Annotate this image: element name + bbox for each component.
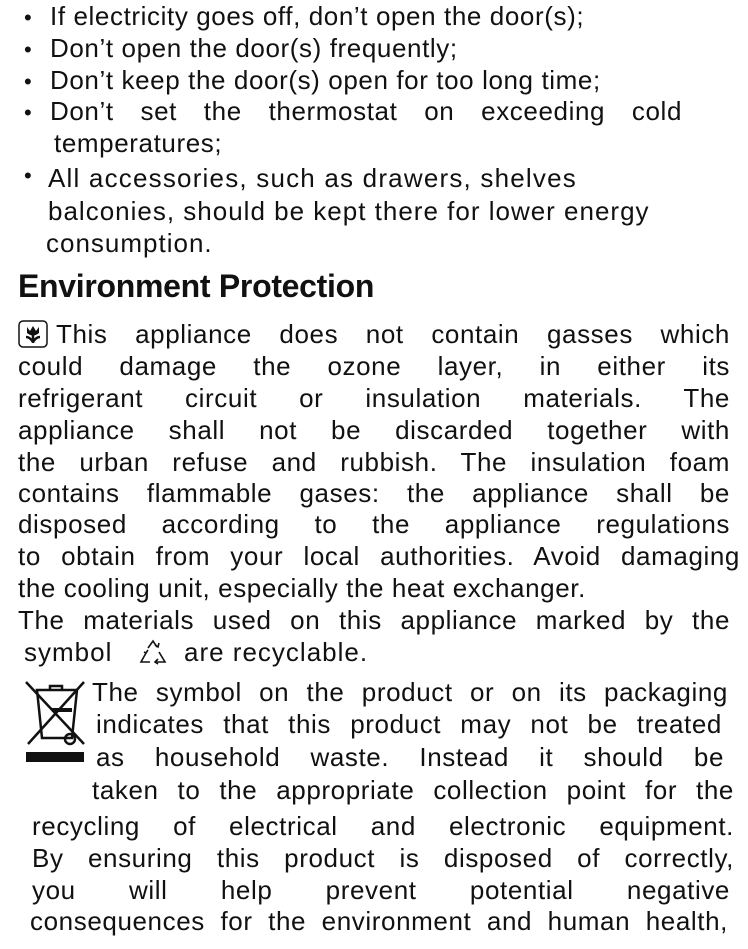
weee-line: taken to the appropriate collection point for the — [92, 775, 734, 805]
para-line: to obtain from your local authorities. Avoid damaging — [18, 541, 740, 571]
tip-5: All accessories, such as drawers, shelves — [48, 163, 577, 193]
para-line: symbol — [24, 637, 113, 667]
bullet: • — [24, 69, 32, 94]
weee-line: as household waste. Instead it should be — [96, 742, 724, 772]
weee-line: consequences for the environment and human health, — [30, 906, 728, 936]
para-line: appliance shall not be discarded together with — [18, 415, 730, 445]
para-line: This appliance does not contain gasses which — [56, 319, 730, 349]
recycle-icon — [136, 638, 170, 668]
para-line: are recyclable. — [184, 637, 369, 667]
eco-flower-icon — [18, 320, 48, 348]
weee-line: By ensuring this product is disposed of correctly, — [32, 843, 734, 873]
para-line: the cooling unit, especially the heat exchanger. — [18, 573, 586, 603]
weee-line: recycling of electrical and electronic equipment. — [32, 811, 734, 841]
crossed-bin-icon — [22, 678, 88, 764]
bullet: • — [24, 163, 32, 188]
tip-1: If electricity goes off, don’t open the door(s); — [50, 1, 585, 31]
weee-line: indicates that this product may not be treated — [96, 709, 722, 739]
bullet: • — [24, 100, 32, 125]
weee-line: you will help prevent potential negative — [32, 875, 730, 905]
bullet: • — [24, 5, 32, 30]
bullet: • — [24, 37, 32, 62]
tip-2: Don’t open the door(s) frequently; — [50, 33, 458, 63]
tip-5-cont: consumption. — [46, 228, 213, 258]
weee-line: The symbol on the product or on its packaging — [92, 677, 728, 707]
tip-4: Don’t set the thermostat on exceeding cold — [50, 96, 682, 126]
para-line: the urban refuse and rubbish. The insulation foam — [18, 447, 730, 477]
tip-4-cont: temperatures; — [54, 128, 223, 158]
tip-3: Don’t keep the door(s) open for too long time; — [50, 65, 601, 95]
para-line: contains flammable gases: the appliance shall be — [18, 478, 730, 508]
para-line: could damage the ozone layer, in either its — [18, 351, 730, 381]
section-heading: Environment Protection — [18, 268, 375, 304]
para-line: disposed according to the appliance regulations — [18, 509, 730, 539]
para-line: The materials used on this appliance marked by the — [18, 605, 730, 635]
tip-5-cont: balconies, should be kept there for lower energy — [48, 196, 650, 226]
para-line: refrigerant circuit or insulation materials. The — [18, 383, 730, 413]
